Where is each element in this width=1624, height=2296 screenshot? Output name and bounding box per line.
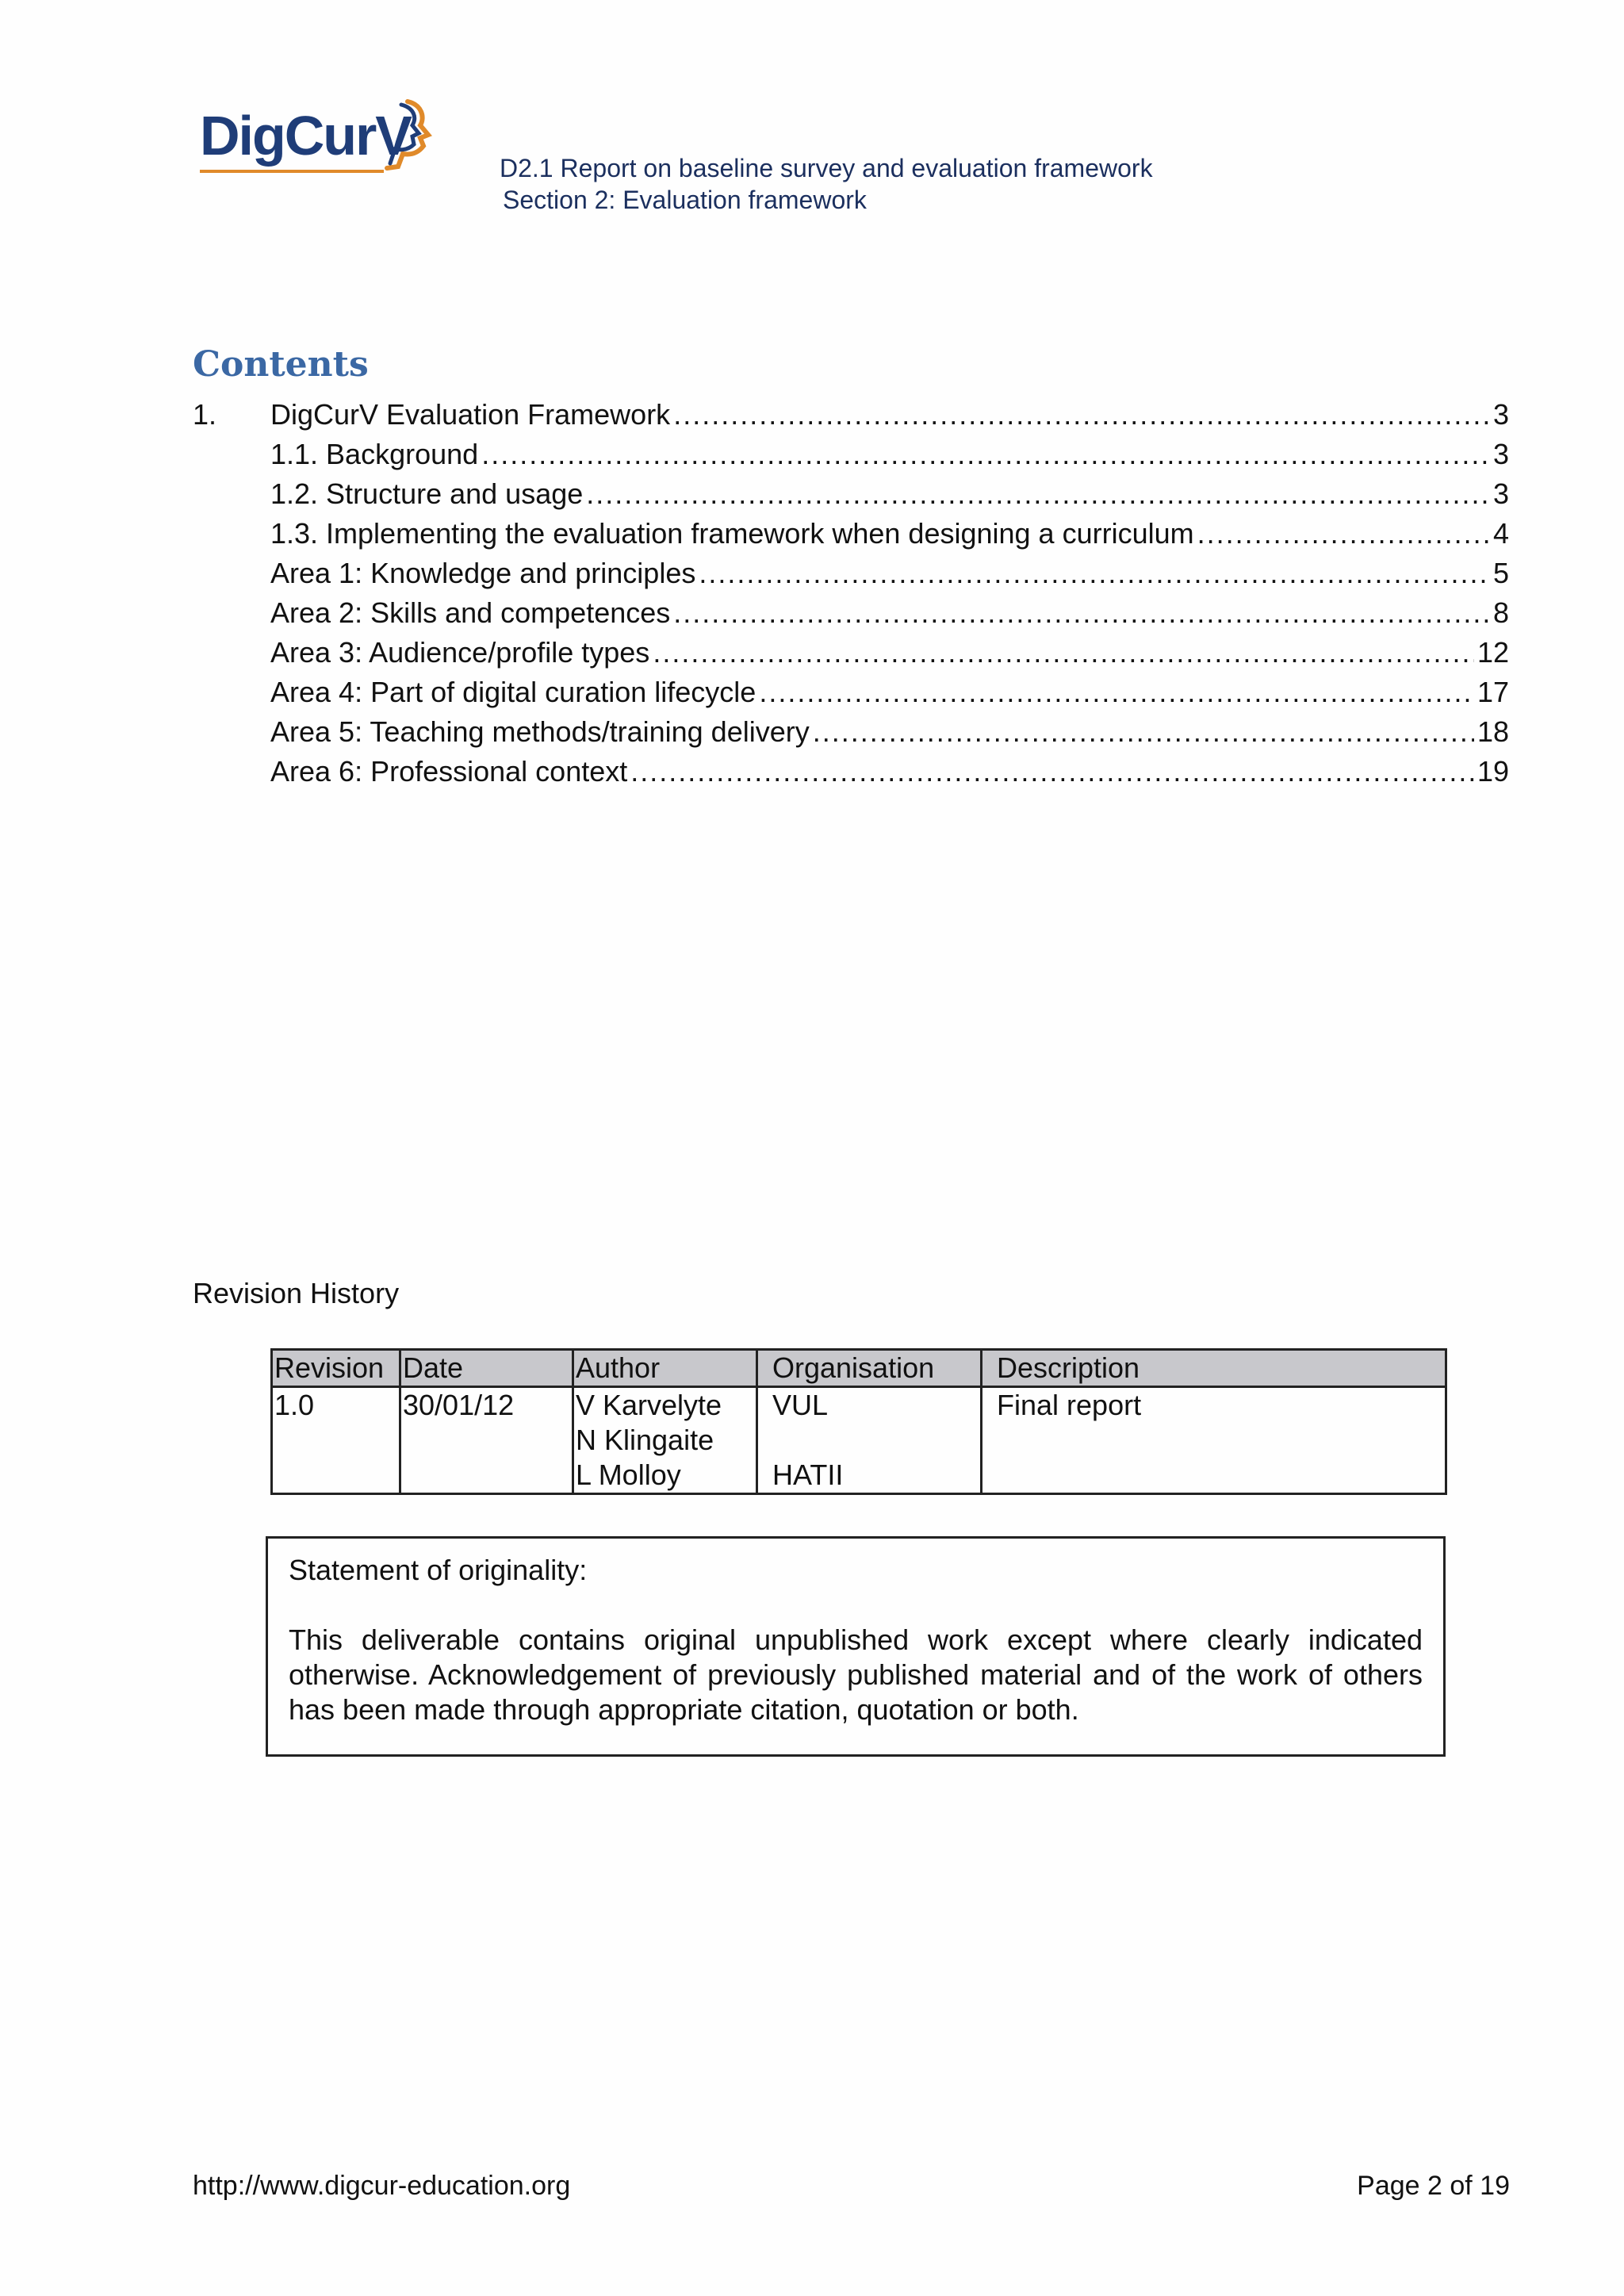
toc-entry-page: 8 [1492,596,1509,629]
toc-entry-label: Area 4: Part of digital curation lifecycle [270,676,756,708]
digcurv-logo [200,94,438,181]
toc-entry-label: Area 1: Knowledge and principles [270,557,696,589]
organisation-name [772,1423,979,1458]
toc-leader [813,712,1474,752]
toc-entry-page: 3 [1492,398,1509,431]
logo-face-profile-icon [200,94,438,181]
toc-entry-page: 5 [1492,557,1509,589]
toc-entry-label: Area 5: Teaching methods/training delivery [270,715,810,748]
toc-entry-label: Area 2: Skills and competences [270,596,671,629]
document-header [500,152,1153,216]
toc-entry-page: 17 [1477,676,1509,708]
document-title: D2.1 Report on baseline survey and evaluation framework [500,154,1153,182]
organisation-name: VUL [772,1389,829,1421]
column-header: Description [982,1350,1446,1387]
document-section: Section 2: Evaluation framework [503,186,867,214]
toc-entry-label: Area 3: Audience/profile types [270,636,650,669]
statement-title: Statement of originality: [289,1554,588,1586]
revision-cell: 1.0 [272,1387,400,1494]
table-of-contents [193,395,1509,792]
toc-leader [586,474,1490,514]
toc-entry[interactable] [193,593,1509,633]
organisation-name: HATII [772,1458,844,1491]
toc-entry-number: 1. [193,398,217,431]
toc-entry-page: 18 [1477,715,1509,748]
toc-leader [699,554,1490,593]
toc-entry[interactable] [193,554,1509,593]
toc-entry-page: 3 [1492,477,1509,510]
author-name: L Molloy [576,1458,681,1491]
column-header: Author [573,1350,757,1387]
organisation-cell [757,1387,982,1494]
toc-leader [630,752,1474,792]
toc-leader [481,435,1490,474]
page-number: Page 2 of 19 [1357,2171,1510,2201]
toc-entry-label: 1.3. Implementing the evaluation framework when designing a curriculum [270,517,1194,550]
toc-entry[interactable] [193,673,1509,712]
revision-history-heading: Revision History [193,1277,400,1309]
toc-entry[interactable] [193,752,1509,792]
date-cell: 30/01/12 [400,1387,573,1494]
toc-entry[interactable] [193,435,1509,474]
contents-heading: Contents [193,344,369,385]
toc-entry-page: 3 [1492,438,1509,470]
toc-entry[interactable] [193,474,1509,514]
toc-leader [759,673,1474,712]
column-header: Revision [272,1350,400,1387]
description-cell: Final report [982,1387,1446,1494]
statement-of-originality-box [266,1536,1446,1757]
revision-history-table [270,1348,1447,1495]
author-cell [573,1387,757,1494]
column-header: Organisation [757,1350,982,1387]
toc-entry-label: Area 6: Professional context [270,755,628,788]
toc-entry[interactable] [193,633,1509,673]
toc-entry-page: 19 [1477,755,1509,788]
author-name: N Klingaite [576,1424,714,1456]
footer-url-link[interactable]: http://www.digcur-education.org [193,2171,571,2201]
table-header-row [272,1350,1446,1387]
toc-entry-label: 1.1. Background [270,438,479,470]
toc-entry-page: 12 [1477,636,1509,669]
toc-entry[interactable] [193,395,1509,435]
toc-leader [673,395,1490,435]
toc-entry-label: DigCurV Evaluation Framework [270,398,671,431]
toc-entry-label: 1.2. Structure and usage [270,477,584,510]
table-row [272,1387,1446,1494]
statement-body: This deliverable contains original unpublished work except where clearly indicated otherwise. Acknowledgement of previously published material and of the work of others has been made through appropriate citation, quotation or both. [289,1623,1423,1726]
toc-leader [653,633,1474,673]
toc-leader [1197,514,1490,554]
logo-text: DigCurV [200,105,411,167]
toc-entry-page: 4 [1492,517,1509,550]
toc-leader [673,593,1490,633]
column-header: Date [400,1350,573,1387]
toc-entry[interactable] [193,712,1509,752]
author-name: V Karvelyte [576,1389,722,1421]
toc-entry[interactable] [193,514,1509,554]
